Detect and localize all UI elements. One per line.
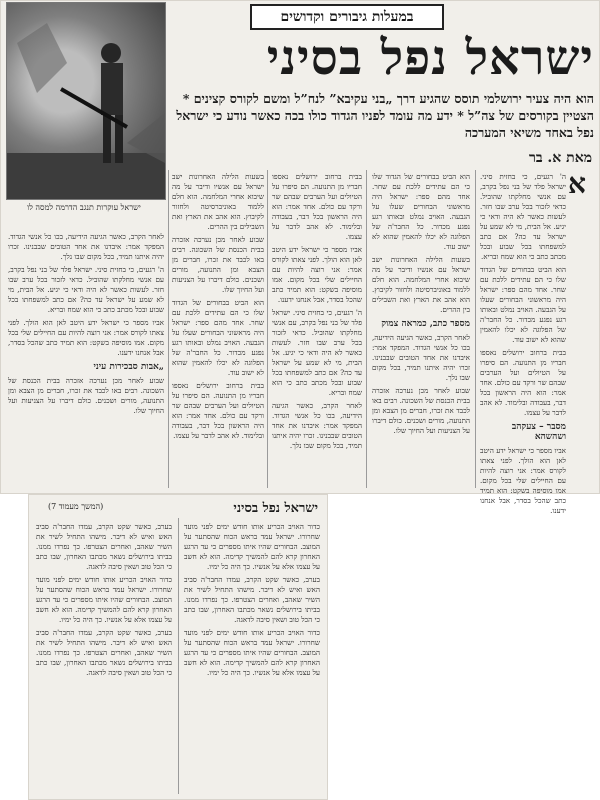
article-paragraph: לאחר הקרב, כאשר הגיעה הידיעה, בכו כל אנשי הגדוד. המפקד אמר: איבדנו את אחד הטובים שבבנינו. זכרו יהיה איתנו תמיד, בכל מקום שבו נלך. — [8, 232, 164, 261]
article-paragraph: אביו מספר כי ישראל ידע היטב לאן הוא הולך. לפני צאתו לקורס אמר: אני רוצה להיות עם החיילים שלי בכל מקום. אמו מוסיפה בשקט: הוא תמיד כתב שהכל בסדר, אבל אנחנו ידענו. — [480, 446, 566, 515]
article-column — [8, 232, 164, 488]
column-rule — [475, 170, 476, 488]
section-subhead: מספר כתב, כמראה צמוק — [381, 319, 470, 329]
article-paragraph: בערב, כאשר שקט הקרב, עמדו החבר'ה סביב האש ואיש לא דיבר. מישהו התחיל לשיר את השיר שאהב, ואחרים הצטרפו. כך נפרדו ממנו. בביתו בירושלים נשאר מכתבו האחרון, שבו כתב כי הכל טוב ושאין סיבה לדאגה. — [36, 522, 172, 571]
soldier-figure-icon — [7, 3, 165, 199]
section-subhead: מסבר – צעקהב ושהשהא — [511, 422, 566, 442]
article-paragraph: כדור האויב הכריע אותו חודש ימים לפני מועד שחרורו. ישראל עמד בראש הכוח שהסתער על המוצב. הבחורים שהיו איתו מספרים כי עד הרגע האחרון קרא להם להמשיך קדימה. הוא לא חשב על עצמו אלא על אנשיו. כך היה כל ימיו. — [36, 575, 172, 624]
article-headline: ישראל נפל בסיני — [266, 30, 594, 86]
article-paragraph: ה' רגעים, כי בחזית סיני. ישראל פלד של בני נפל בקרב, עם אנשי מחלקתו שהוביל. כדאי לזכור בכל ערב שבו חזר. לעשות כאשר לא היה ודאי כי יגיע. אל הבית, מי לא שמע על ישראל עד כה? אם כתב למשפחתו בכל שבוע ובכל מכתב כתב כי הוא שמח ובריא. — [8, 265, 164, 314]
article-paragraph: לאחר הקרב, כאשר הגיעה הידיעה, בכו כל אנשי הגדוד. המפקד אמר: איבדנו את אחד הטובים שבבנינו. זכרו יהיה איתנו תמיד, בכל מקום שבו נלך. — [372, 333, 470, 382]
continuation-title: ישראל נפל בסיני — [233, 501, 318, 516]
article-paragraph: אביו מספר כי ישראל ידע היטב לאן הוא הולך. לפני צאתו לקורס אמר: אני רוצה להיות עם החיילים שלי בכל מקום. אמו מוסיפה בשקט: הוא תמיד כתב שהכל בסדר, אבל אנחנו ידענו. — [272, 245, 362, 304]
section-subhead: „אבות סבכירות עיני — [93, 362, 164, 372]
continuation-note: (המשך מעמוד 7) — [48, 502, 104, 511]
soldier-photo — [6, 2, 166, 200]
article-paragraph: ה' רגעים, כי בחזית סיני. ישראל פלד של בני נפל בקרב, עם אנשי מחלקתו שהוביל. כדאי לזכור בכל ערב שבו חזר. לעשות כאשר לא היה ודאי כי יגיע. אל הבית, מי לא שמע על ישראל עד כה? אם כתב למשפחתו בכל שבוע ובכל מכתב כתב כי הוא שמח ובריא. — [272, 308, 362, 397]
column-rule — [178, 518, 179, 794]
column-rule — [366, 170, 367, 488]
column-rule — [267, 170, 268, 488]
article-column — [36, 522, 172, 792]
article-paragraph: בבית ברחוב ירושלים נאספו חבריו מן התנועה. הם סיפרו על הטיולים ועל הערבים שבהם שר ורקד עם כולם. אחד אמר: הוא היה הראשון בכל דבר, בעבודה ובלימוד. לא אהב לדבר על עצמו. — [172, 381, 264, 440]
article-paragraph: כדור האויב הכריע אותו חודש ימים לפני מועד שחרורו. ישראל עמד בראש הכוח שהסתער על המוצב. הבחורים שהיו איתו מספרים כי עד הרגע האחרון קרא להם להמשיך קדימה. הוא לא חשב על עצמו אלא על אנשיו. כך היה כל ימיו. — [184, 628, 320, 677]
article-paragraph: ה' רגעים, כי בחזית סיני. ישראל פלד של בני נפל בקרב, עם אנשי מחלקתו שהוביל. כדאי לזכור בכל ערב שבו חזר. לעשות כאשר לא היה ודאי כי יגיע. אל הבית, מי לא שמע על ישראל עד כה? אם כתב למשפחתו בכל שבוע ובכל מכתב כתב כי הוא שמח ובריא. — [480, 172, 566, 261]
article-clipping-bottom — [28, 494, 328, 800]
article-paragraph: כדור האויב הכריע אותו חודש ימים לפני מועד שחרורו. ישראל עמד בראש הכוח שהסתער על המוצב. הבחורים שהיו איתו מספרים כי עד הרגע האחרון קרא להם להמשיך קדימה. הוא לא חשב על עצמו אלא על אנשיו. כך היה כל ימיו. — [184, 522, 320, 571]
article-paragraph: בשעות הלילה האחרונות ישב ישראל עם אנשיו ודיבר על מה שיבוא אחרי המלחמה. הוא חלם ללמוד באוניברסיטה ולחזור לקיבוץ. הוא אהב את הארץ ואת השבילים בין ההרים. — [372, 255, 470, 314]
article-paragraph: בערב, כאשר שקט הקרב, עמדו החבר'ה סביב האש ואיש לא דיבר. מישהו התחיל לשיר את השיר שאהב, ואחרים הצטרפו. כך נפרדו ממנו. בביתו בירושלים נשאר מכתבו האחרון, שבו כתב כי הכל טוב ושאין סיבה לדאגה. — [184, 575, 320, 624]
drop-cap: א — [568, 167, 586, 200]
article-paragraph: אביו מספר כי ישראל ידע היטב לאן הוא הולך. לפני צאתו לקורס אמר: אני רוצה להיות עם החיילים שלי בכל מקום. אמו מוסיפה בשקט: הוא תמיד כתב שהכל בסדר, אבל אנחנו ידענו. — [8, 318, 164, 357]
article-paragraph: שבוע לאחר מכן נערכה אזכרה בבית הכנסת של השכונה. רבים באו לכבד את זכרו, חברים מן הצבא ומן התנועה, מורים ושכנים. כולם דיברו על הצניעות ועל החיוך שלו. — [8, 376, 164, 415]
article-column — [480, 172, 566, 515]
article-paragraph: הוא הביט בבחורים של הגדוד שלו כי הם עתידים ללכת עם שחר. אחד מהם ספר: ישראל היה מראשוני הבחורים שעלו על הגבעה. האויב נמלט ובאותו רגע נפגע מכדור. כל החבר'ה של הפלוגה לא יכלו להאמין שהוא לא ישוב עוד. — [372, 172, 470, 251]
article-paragraph: בבית ברחוב ירושלים נאספו חבריו מן התנועה. הם סיפרו על הטיולים ועל הערבים שבהם שר ורקד עם כולם. אחד אמר: הוא היה הראשון בכל דבר, בעבודה ובלימוד. לא אהב לדבר על עצמו. — [480, 348, 566, 417]
article-column — [172, 172, 264, 488]
article-paragraph: שבוע לאחר מכן נערכה אזכרה בבית הכנסת של השכונה. רבים באו לכבד את זכרו, חברים מן הצבא ומן התנועה, מורים ושכנים. כולם דיברו על הצניעות ועל החיוך שלו. — [372, 386, 470, 435]
article-subhead: הוא היה צעיר ירושלמי תוסס שהגיע דרך „בני עקיבא” לנח”ל ומשם לקורס קצינים * הצטיין בקורסים של צה”ל * ידע מה עומד לפניו הגדוד כולו בכה כאשר נודע כי ישראל נפל באחד משיאי המערכה — [176, 91, 594, 140]
article-paragraph: הוא הביט בבחורים של הגדוד שלו כי הם עתידים ללכת עם שחר. אחד מהם ספר: ישראל היה מראשוני הבחורים שעלו על הגבעה. האויב נמלט ובאותו רגע נפגע מכדור. כל החבר'ה של הפלוגה לא יכלו להאמין שהוא לא ישוב עוד. — [172, 298, 264, 377]
article-paragraph: שבוע לאחר מכן נערכה אזכרה בבית הכנסת של השכונה. רבים באו לכבד את זכרו, חברים מן הצבא ומן התנועה, מורים ושכנים. כולם דיברו על הצניעות ועל החיוך שלו. — [172, 235, 264, 294]
article-paragraph: לאחר הקרב, כאשר הגיעה הידיעה, בכו כל אנשי הגדוד. המפקד אמר: איבדנו את אחד הטובים שבבנינו. זכרו יהיה איתנו תמיד, בכל מקום שבו נלך. — [272, 401, 362, 450]
photo-caption: ישראל עוקרות תנגב הדרמה למסה לו — [27, 203, 141, 212]
column-rule — [168, 170, 169, 488]
article-paragraph: בשעות הלילה האחרונות ישב ישראל עם אנשיו ודיבר על מה שיבוא אחרי המלחמה. הוא חלם ללמוד באוניברסיטה ולחזור לקיבוץ. הוא אהב את הארץ ואת השבילים בין ההרים. — [172, 172, 264, 231]
article-byline: מאת א. בר — [528, 150, 592, 166]
article-column — [372, 172, 470, 488]
article-paragraph: בערב, כאשר שקט הקרב, עמדו החבר'ה סביב האש ואיש לא דיבר. מישהו התחיל לשיר את השיר שאהב, ואחרים הצטרפו. כך נפרדו ממנו. בביתו בירושלים נשאר מכתבו האחרון, שבו כתב כי הכל טוב ושאין סיבה לדאגה. — [36, 628, 172, 677]
article-paragraph: הוא הביט בבחורים של הגדוד שלו כי הם עתידים ללכת עם שחר. אחד מהם ספר: ישראל היה מראשוני הבחורים שעלו על הגבעה. האויב נמלט ובאותו רגע נפגע מכדור. כל החבר'ה של הפלוגה לא יכלו להאמין שהוא לא ישוב עוד. — [480, 265, 566, 344]
article-column — [272, 172, 362, 488]
article-column — [184, 522, 320, 792]
section-kicker: במעלות גיבורים וקדושים — [250, 4, 444, 30]
article-paragraph: בבית ברחוב ירושלים נאספו חבריו מן התנועה. הם סיפרו על הטיולים ועל הערבים שבהם שר ורקד עם כולם. אחד אמר: הוא היה הראשון בכל דבר, בעבודה ובלימוד. לא אהב לדבר על עצמו. — [272, 172, 362, 241]
